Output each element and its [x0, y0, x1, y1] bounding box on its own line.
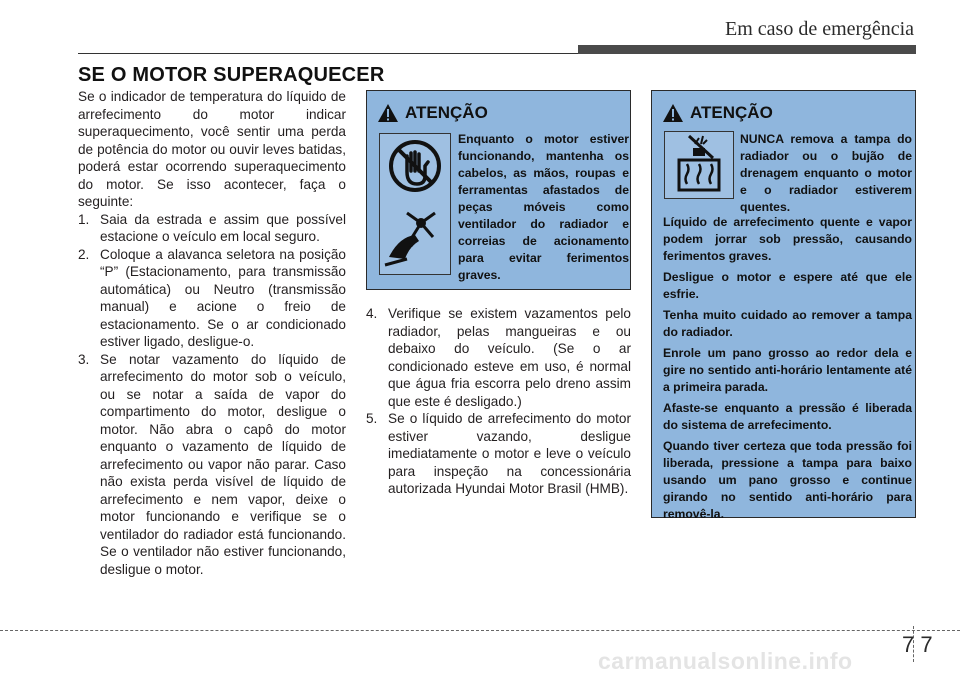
- warning-header: [377, 103, 488, 123]
- watermark: carmanualsonline.info: [598, 648, 853, 674]
- item-number: 4.: [366, 306, 378, 321]
- item-number: 3.: [78, 351, 90, 367]
- middle-column: [366, 305, 631, 498]
- warning-text: Enquanto o motor estiver funcionando, mantenha os cabelos, as mãos, roupas e ferramentas afastados de peças móveis como ventilador do radiador e correias de acionamento para evitar ferimentos graves.: [458, 132, 629, 282]
- warning-paragraph: Líquido de arrefecimento quente e vapor podem jorrar sob pressão, causando ferimentos graves.: [663, 215, 912, 263]
- warning-paragraph: Afaste-se enquanto a pressão é liberada do sistema de arrefecimento.: [663, 401, 912, 432]
- item-number: 2.: [78, 246, 90, 262]
- warning-lead-text: NUNCA remova a tampa do radiador ou o bujão de drenagem enquanto o motor e o radiador estiverem quentes.: [740, 132, 912, 214]
- warning-header: [662, 103, 773, 123]
- footer-dashed-rule: [0, 630, 960, 631]
- page-number: 7 7: [902, 632, 933, 657]
- warning-paragraph: Desligue o motor e espere até que ele esfrie.: [663, 270, 912, 301]
- list-item: [78, 351, 346, 579]
- warning-triangle-icon: [377, 103, 399, 123]
- list-item: [366, 305, 631, 410]
- warning-title: ATENÇÃO: [405, 103, 488, 122]
- list-item: [78, 246, 346, 351]
- left-column: [78, 88, 346, 578]
- intro-paragraph: Se o indicador de temperatura do líquido de arrefecimento do motor indicar superaquecimento, você sentir uma perda de potência do motor ou ouvir leves batidas, poderá estar ocorrendo superaquecimento do motor. Se isso acontecer, faça o seguinte:: [78, 89, 346, 209]
- section-title: SE O MOTOR SUPERAQUECER: [78, 64, 385, 86]
- item-text: Se notar vazamento do líquido de arrefecimento do motor sob o veículo, ou se notar a saída de vapor do compartimento do motor, desligue o motor. Não abra o capô do motor enquanto o vazamento de líquido de arrefecimento ou vapor não parar. Caso não exista perda visível de líquido de arrefecimento e nem vapor, deixe o motor funcionando e verifique se o ventilador do radiador está funcionando. Se o ventilador não estiver funcionando, desligue o motor.: [100, 351, 346, 577]
- warning-paragraph: Quando tiver certeza que toda pressão foi liberada, pressione a tampa para baixo usando um pano grosso e continue girando no sentido anti-horário para removê-la.: [663, 439, 912, 521]
- warning-paragraph: Enrole um pano grosso ao redor dela e gire no sentido anti-horário lentamente até a primeira parada.: [663, 346, 912, 394]
- item-number: 5.: [366, 411, 378, 426]
- warning-box-radiator-cap: [651, 90, 916, 521]
- item-text: Saia da estrada e assim que possível estacione o veículo em local seguro.: [100, 211, 346, 244]
- chapter-title: Em caso de emergência: [725, 18, 914, 40]
- header-rule: [78, 53, 578, 54]
- fan-hazard-icon: [381, 199, 449, 271]
- warning-box-moving-parts: [366, 90, 631, 290]
- radiator-icon-panel: [664, 131, 734, 199]
- warning-body: [663, 214, 912, 527]
- header-bar: [578, 45, 916, 54]
- list-item: [78, 211, 346, 246]
- item-text: Se o líquido de arrefecimento do motor estiver vazando, desligue imediatamente o motor e leve o veículo para inspeção na concessionária autorizada Hyundai Motor Brasil (HMB).: [388, 411, 631, 496]
- warning-title: ATENÇÃO: [690, 103, 773, 122]
- hot-radiator-icon: [665, 132, 733, 198]
- list-item: [366, 410, 631, 498]
- item-text: Verifique se existem vazamentos pelo radiador, pelas mangueiras e ou debaixo do veículo. (Se o ar condicionado esteve em uso, é normal que água fria escorra pelo dreno assim que este é desligado.): [388, 306, 631, 409]
- item-text: Coloque a alavanca seletora na posição “P” (Estacionamento, para transmissão automática) ou Neutro (transmissão manual) e acione o freio de estacionamento. Se o ar condicionado estiver ligado, desligue-o.: [100, 246, 346, 349]
- warning-paragraph: Tenha muito cuidado ao remover a tampa do radiador.: [663, 308, 912, 339]
- warning-triangle-icon: [662, 103, 684, 123]
- item-number: 1.: [78, 211, 90, 227]
